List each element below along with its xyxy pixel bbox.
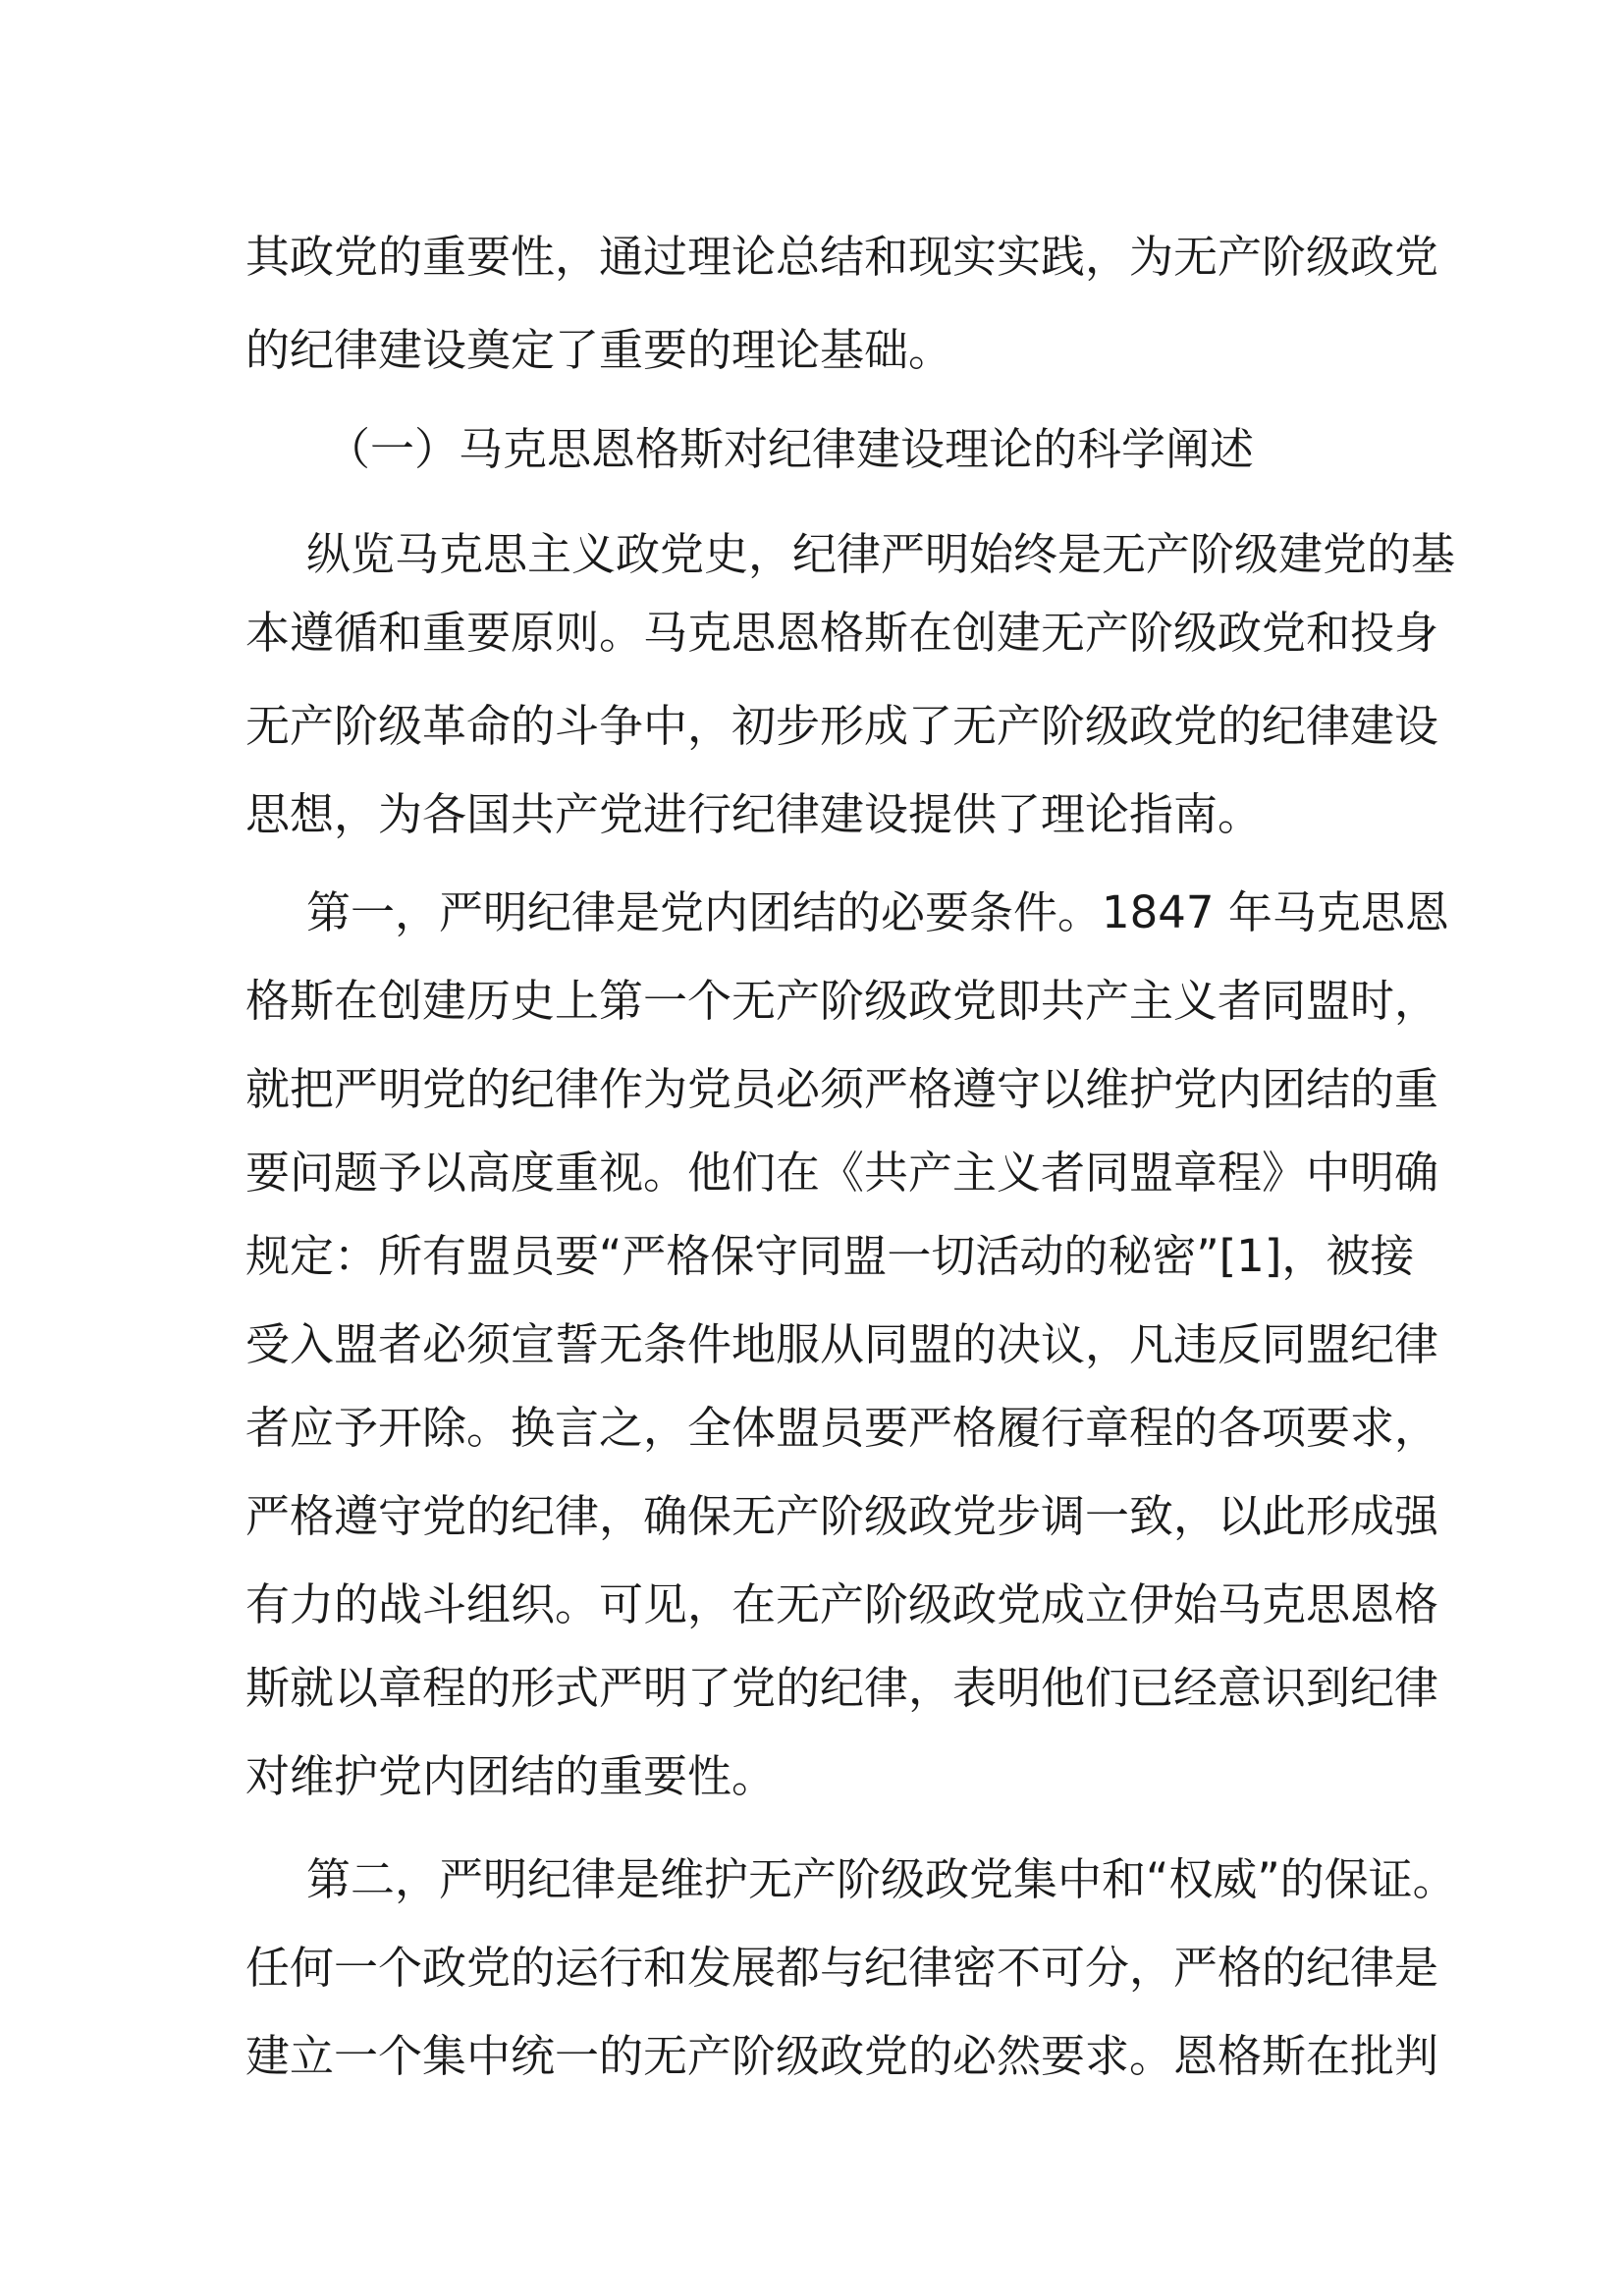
paragraph-2-line-7: 者应予开除。换言之，全体盟员要严格履行章程的各项要求， xyxy=(245,1402,1439,1454)
paragraph-1-line-1: 纵览马克思主义政党史，纪律严明始终是无产阶级建党的基 xyxy=(306,528,1456,580)
paragraph-1-line-2: 本遵循和重要原则。马克思恩格斯在创建无产阶级政党和投身 xyxy=(245,607,1439,659)
paragraph-2-line-1: 第一，严明纪律是党内团结的必要条件。1847 年马克思恩 xyxy=(306,886,1449,938)
paragraph-2-line-10: 斯就以章程的形式严明了党的纪律，表明他们已经意识到纪律 xyxy=(245,1662,1439,1714)
continuation-line-2: 的纪律建设奠定了重要的理论基础。 xyxy=(245,324,953,376)
paragraph-2-line-4: 要问题予以高度重视。他们在《共产主义者同盟章程》中明确 xyxy=(245,1147,1439,1199)
paragraph-2-line-11: 对维护党内团结的重要性。 xyxy=(245,1750,777,1802)
paragraph-2-line-6: 受入盟者必须宣誓无条件地服从同盟的决议，凡违反同盟纪律 xyxy=(245,1318,1439,1370)
paragraph-3-line-1: 第二，严明纪律是维护无产阶级政党集中和“权威”的保证。 xyxy=(306,1853,1457,1905)
paragraph-3-line-3: 建立一个集中统一的无产阶级政党的必然要求。恩格斯在批判 xyxy=(245,2030,1439,2082)
paragraph-3-line-2: 任何一个政党的运行和发展都与纪律密不可分，严格的纪律是 xyxy=(245,1942,1439,1994)
paragraph-2-line-8: 严格遵守党的纪律，确保无产阶级政党步调一致，以此形成强 xyxy=(245,1490,1439,1542)
continuation-line-1: 其政党的重要性，通过理论总结和现实实践，为无产阶级政党 xyxy=(245,231,1439,283)
paragraph-2-line-5: 规定：所有盟员要“严格保守同盟一切活动的秘密”[1]，被接 xyxy=(245,1230,1415,1282)
paragraph-1-line-3: 无产阶级革命的斗争中，初步形成了无产阶级政党的纪律建设 xyxy=(245,700,1439,752)
paragraph-1-line-4: 思想，为各国共产党进行纪律建设提供了理论指南。 xyxy=(245,788,1263,840)
paragraph-2-line-9: 有力的战斗组织。可见，在无产阶级政党成立伊始马克思恩格 xyxy=(245,1578,1439,1630)
section-heading: （一）马克思恩格斯对纪律建设理论的科学阐述 xyxy=(326,423,1255,475)
paragraph-2-line-2: 格斯在创建历史上第一个无产阶级政党即共产主义者同盟时， xyxy=(245,975,1439,1027)
paragraph-2-line-3: 就把严明党的纪律作为党员必须严格遵守以维护党内团结的重 xyxy=(245,1063,1439,1115)
